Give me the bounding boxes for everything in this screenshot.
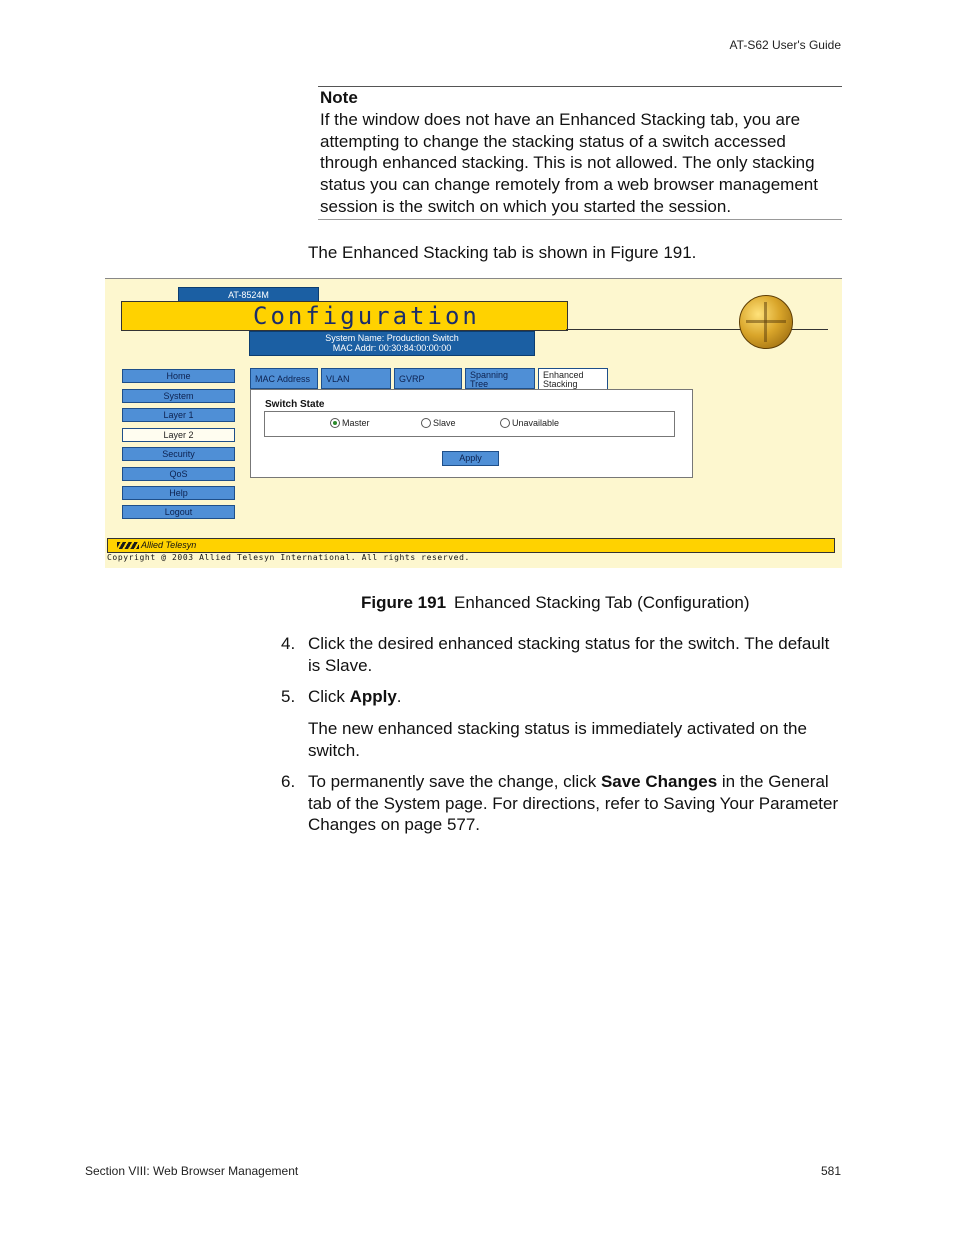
figure-screenshot [105,278,842,568]
tab-enhanced-stacking[interactable] [538,368,608,390]
apply-button[interactable]: Apply [442,451,499,466]
step-6-pre: To permanently save the change, click [308,772,601,791]
step-6-post: in the General tab of the System page. For directions, refer to Saving Your Parameter Changes on page 577. [308,772,839,835]
footer-bar [107,538,835,553]
intro-paragraph: The Enhanced Stacking tab is shown in Figure 191. [308,243,697,262]
radio-master-label: Master [342,418,370,428]
radio-master[interactable] [330,418,370,429]
radio-empty-icon [500,418,510,428]
note-bottom-rule [318,219,842,220]
step-5-bold: Apply [349,687,397,706]
step-text [308,771,843,836]
brand-mark-icon [117,542,139,549]
nav-logout-button[interactable]: Logout [122,505,235,519]
note-body: If the window does not have an Enhanced Stacking tab, you are attempting to change the stacking status of a switch accessed through enhanced stacking. This is not allowed. The only stacking status you can change remotely from a web browser management session is the switch on which you started the session. [320,110,818,216]
step-text: Click the desired enhanced stacking status for the switch. The default is Slave. [308,634,830,675]
footer-page-number: 581 [820,1164,841,1178]
switch-state-label: Switch State [265,399,325,410]
tab-spanning-label-2: Tree [470,379,489,389]
note-title: Note [320,88,358,107]
nav-system-button[interactable]: System [122,389,235,403]
radio-selected-icon [330,418,340,428]
switch-state-group [264,411,675,437]
step-5-post: . [396,687,402,706]
nav-qos-button[interactable]: QoS [122,467,235,481]
radio-slave[interactable] [421,418,456,429]
configuration-title: Configuration [253,302,480,330]
radio-slave-label: Slave [433,418,456,428]
step-number: 6. [281,772,296,791]
system-name: System Name: Production Switch [325,333,459,343]
step-number: 4. [281,634,296,653]
mac-address: MAC Addr: 00:30:84:00:00:00 [332,343,452,353]
nav-security-button[interactable]: Security [122,447,235,461]
copyright-text: Copyright @ 2003 Allied Telesyn International. All rights reserved. [107,553,470,562]
step-5-paragraph: The new enhanced stacking status is immediately activated on the switch. [308,719,807,760]
figure-caption-text: Enhanced Stacking Tab (Configuration) [454,593,750,612]
system-info-box [249,331,535,356]
step-5-pre: Click [308,687,350,706]
tab-spanning-tree[interactable] [465,368,535,389]
radio-empty-icon [421,418,431,428]
tab-mac-address[interactable]: MAC Address [250,368,318,389]
radio-unavailable[interactable] [500,418,559,429]
running-header: AT-S62 User's Guide [729,38,841,52]
note-top-rule [318,86,842,87]
model-label: AT-8524M [178,287,319,303]
tab-vlan[interactable]: VLAN [321,368,391,389]
footer-section: Section VIII: Web Browser Management [85,1164,299,1178]
globe-logo-icon [739,295,793,349]
step-text [308,686,843,708]
tab-gvrp[interactable]: GVRP [394,368,462,389]
brand-name: Allied Telesyn [141,540,197,550]
step-6-bold: Save Changes [600,772,718,791]
step-number: 5. [281,687,296,706]
nav-layer1-button[interactable]: Layer 1 [122,408,235,422]
tab-enhanced-label-1: Enhanced [543,370,584,380]
figure-caption [361,593,750,613]
radio-unavailable-label: Unavailable [512,418,560,428]
nav-home-button[interactable]: Home [122,369,235,383]
allied-telesyn-logo [117,540,196,550]
nav-help-button[interactable]: Help [122,486,235,500]
tab-spanning-label-1: Spanning [470,370,509,380]
figure-caption-label: Figure 191 [361,593,447,612]
tab-enhanced-label-2: Stacking [543,379,578,389]
nav-layer2-button[interactable]: Layer 2 [122,428,235,442]
